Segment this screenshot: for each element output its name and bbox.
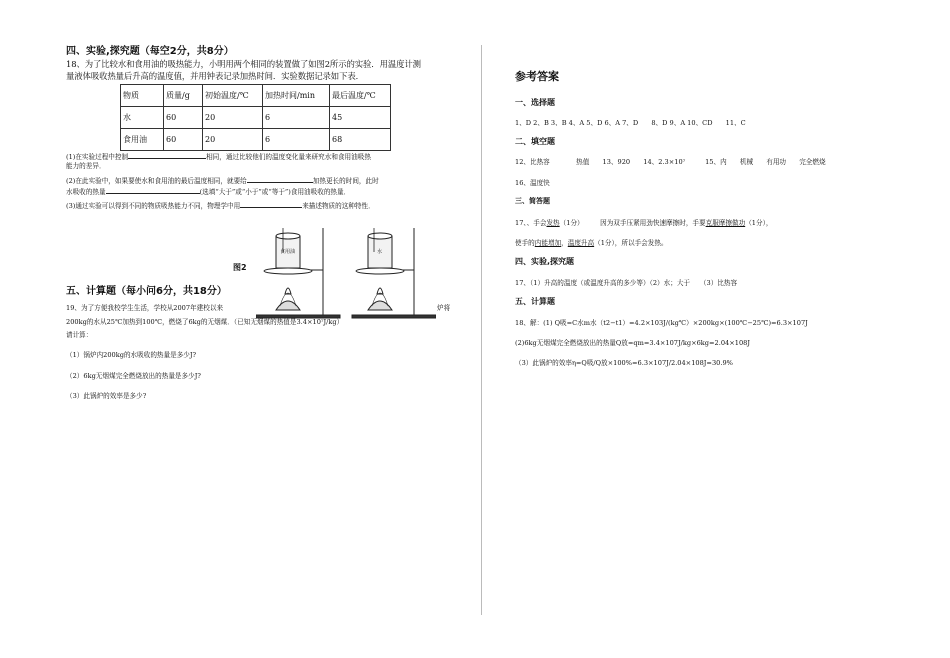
alcohol-burner [276,301,300,310]
q19-line3: 请计算： [66,331,93,339]
q18-sub1-cont: 能力的差异． [66,162,106,170]
iron-ring [356,268,404,274]
beaker-label-water: 水 [377,249,383,255]
answer-blank[interactable] [106,186,200,194]
q18-sub1 [66,151,371,162]
answer-s3-underlined: 内能增加 [534,239,562,247]
table-header: 质量/g [164,85,203,107]
answer-s3-line2 [515,237,668,247]
iron-ring [264,268,312,274]
experiment-table [120,84,391,151]
q19-sub2: （2）6kg无烟煤完全燃烧放出的热量是多少J? [66,372,201,380]
q19-line1b: 炉将 [437,304,451,312]
q18-sub2-text-b: 加热更长的时间，此时 [312,177,379,185]
q18-sub3-text-b: 来描述物质的这种特性． [302,202,375,210]
answer-s3-underlined: 发热 [546,219,560,227]
answer-s2-line1: 12、比热容 热值 13、920 14、2.3×10⁷ 15、内 机械 有用功 完全燃烧 [515,158,826,166]
answer-blank[interactable] [247,175,313,183]
q18-line2: 量液体吸收热量后升高的温度值，并用钟表记录加热时间．实验数据记录如下表． [66,71,364,81]
section-5-title: 五、计算题（每小问6分，共18分） [66,286,227,297]
section-4-title: 四、实验,探究题（每空2分，共8分） [66,46,234,57]
answer-s3-underlined: 温度升高 [567,239,595,247]
table-header-row [121,85,391,107]
table-cell: 6 [263,129,330,151]
table-cell: 食用油 [121,129,164,151]
table-cell: 6 [263,107,330,129]
answer-s1-text: 1、D 2、B 3、B 4、A 5、D 6、A 7、D 8、D 9、A 10、CD 11、C [515,119,746,127]
answer-blank[interactable] [128,151,206,159]
answer-s3-text-c: （1分） 因为双手压紧用劲快速摩擦时，手要 [559,219,706,227]
answer-s5-line2: (2)6kg无烟煤完全燃烧放出的热量Q放=qm=3.4×107J/kg×6kg=2.04×108J [515,339,750,347]
q18-sub2-text-a: (2)在此实验中，如果要使水和食用油的最后温度相同，就要给 [66,177,247,185]
table-cell: 20 [203,129,263,151]
answer-s3-text-c: ， [561,239,568,247]
table-header: 初始温度/℃ [203,85,263,107]
q19-sub3: （3）此锅炉的效率是多少? [66,392,147,400]
table-cell: 45 [330,107,391,129]
q19-line1a: 19、为了方便我校学生生活，学校从2007年建校以来 [66,304,224,312]
table-cell: 20 [203,107,263,129]
answer-s5-line3: （3）此锅炉的效率η=Q吸/Q放×100%=6.3×107J/2.04×108J=30.9% [515,359,733,367]
table-header: 加热时间/min [263,85,330,107]
q18-sub3-text-a: (3)通过实验可以得到不同的物质吸热能力不同，物理学中用 [66,202,241,210]
q18-sub2-text-c: 水吸收的热量 [66,188,106,196]
table-header: 最后温度/℃ [330,85,391,107]
table-cell: 68 [330,129,391,151]
alcohol-burner [368,301,392,310]
answer-s3-title: 三、简答题 [515,197,550,205]
answer-s5-title: 五、计算题 [515,297,555,306]
answer-s2-title: 二、填空题 [515,137,555,146]
figure-2-apparatus [256,222,436,322]
answer-s3-text-e: （1分），所以手会发热。 [594,239,668,247]
answer-s1-title: 一、选择题 [515,98,555,107]
table-header: 物质 [121,85,164,107]
q18-sub3 [66,200,375,211]
column-divider [481,45,482,615]
answer-s3-underlined: 克服摩擦做功 [705,219,746,227]
answer-key-title: 参考答案 [515,70,559,83]
table-row [121,129,391,151]
answer-s4-text: 17、（1）升高的温度（或温度升高的多少等）（2）水；大于 （3）比热容 [515,279,738,287]
answer-s4-title: 四、实验,探究题 [515,257,575,266]
figure-2-label: 图2 [233,263,247,272]
beaker-label-oil: 食用油 [280,249,296,255]
stand-base [352,315,436,318]
q18-sub2 [66,175,379,186]
answer-s3-line1 [515,217,772,227]
q18-sub2-text-d: (选填“大于”或“小于”或“等于”)食用油吸收的热量． [199,188,351,196]
answer-s5-line1: 18、解：(1) Q吸=C水m水（t2−t1）=4.2×103J/(kg℃）×200kg×(100℃−25℃)=6.3×107J [515,319,808,327]
q18-line1: 18、为了比较水和食用油的吸热能力，小明用两个相同的装置做了如图2所示的实验．用温度计测 [66,59,421,69]
answer-s2-line2: 16、温度快 [515,179,550,187]
answer-s3-text-a: 使手的 [515,239,535,247]
q19-line2: 200kg的水从25℃加热到100℃，燃烧了6kg的无烟煤．（已知无烟煤的热值是3.4×10⁷J/kg） [66,318,344,326]
table-cell: 60 [164,107,203,129]
table-row [121,107,391,129]
q18-sub2-cont [66,186,350,197]
q18-sub1-text-b: 相同，通过比较他们的温度变化量来研究水和食用油吸热 [206,153,371,161]
table-cell: 60 [164,129,203,151]
q18-sub1-text-a: (1)在实验过程中控制 [66,153,129,161]
answer-blank[interactable] [240,200,302,208]
answer-s3-text-a: 17、、手会 [515,219,547,227]
q19-sub1: （1）锅炉内200kg的水吸收的热量是多少J? [66,351,197,359]
answer-s3-text-e: （1分）， [745,219,773,227]
table-cell: 水 [121,107,164,129]
